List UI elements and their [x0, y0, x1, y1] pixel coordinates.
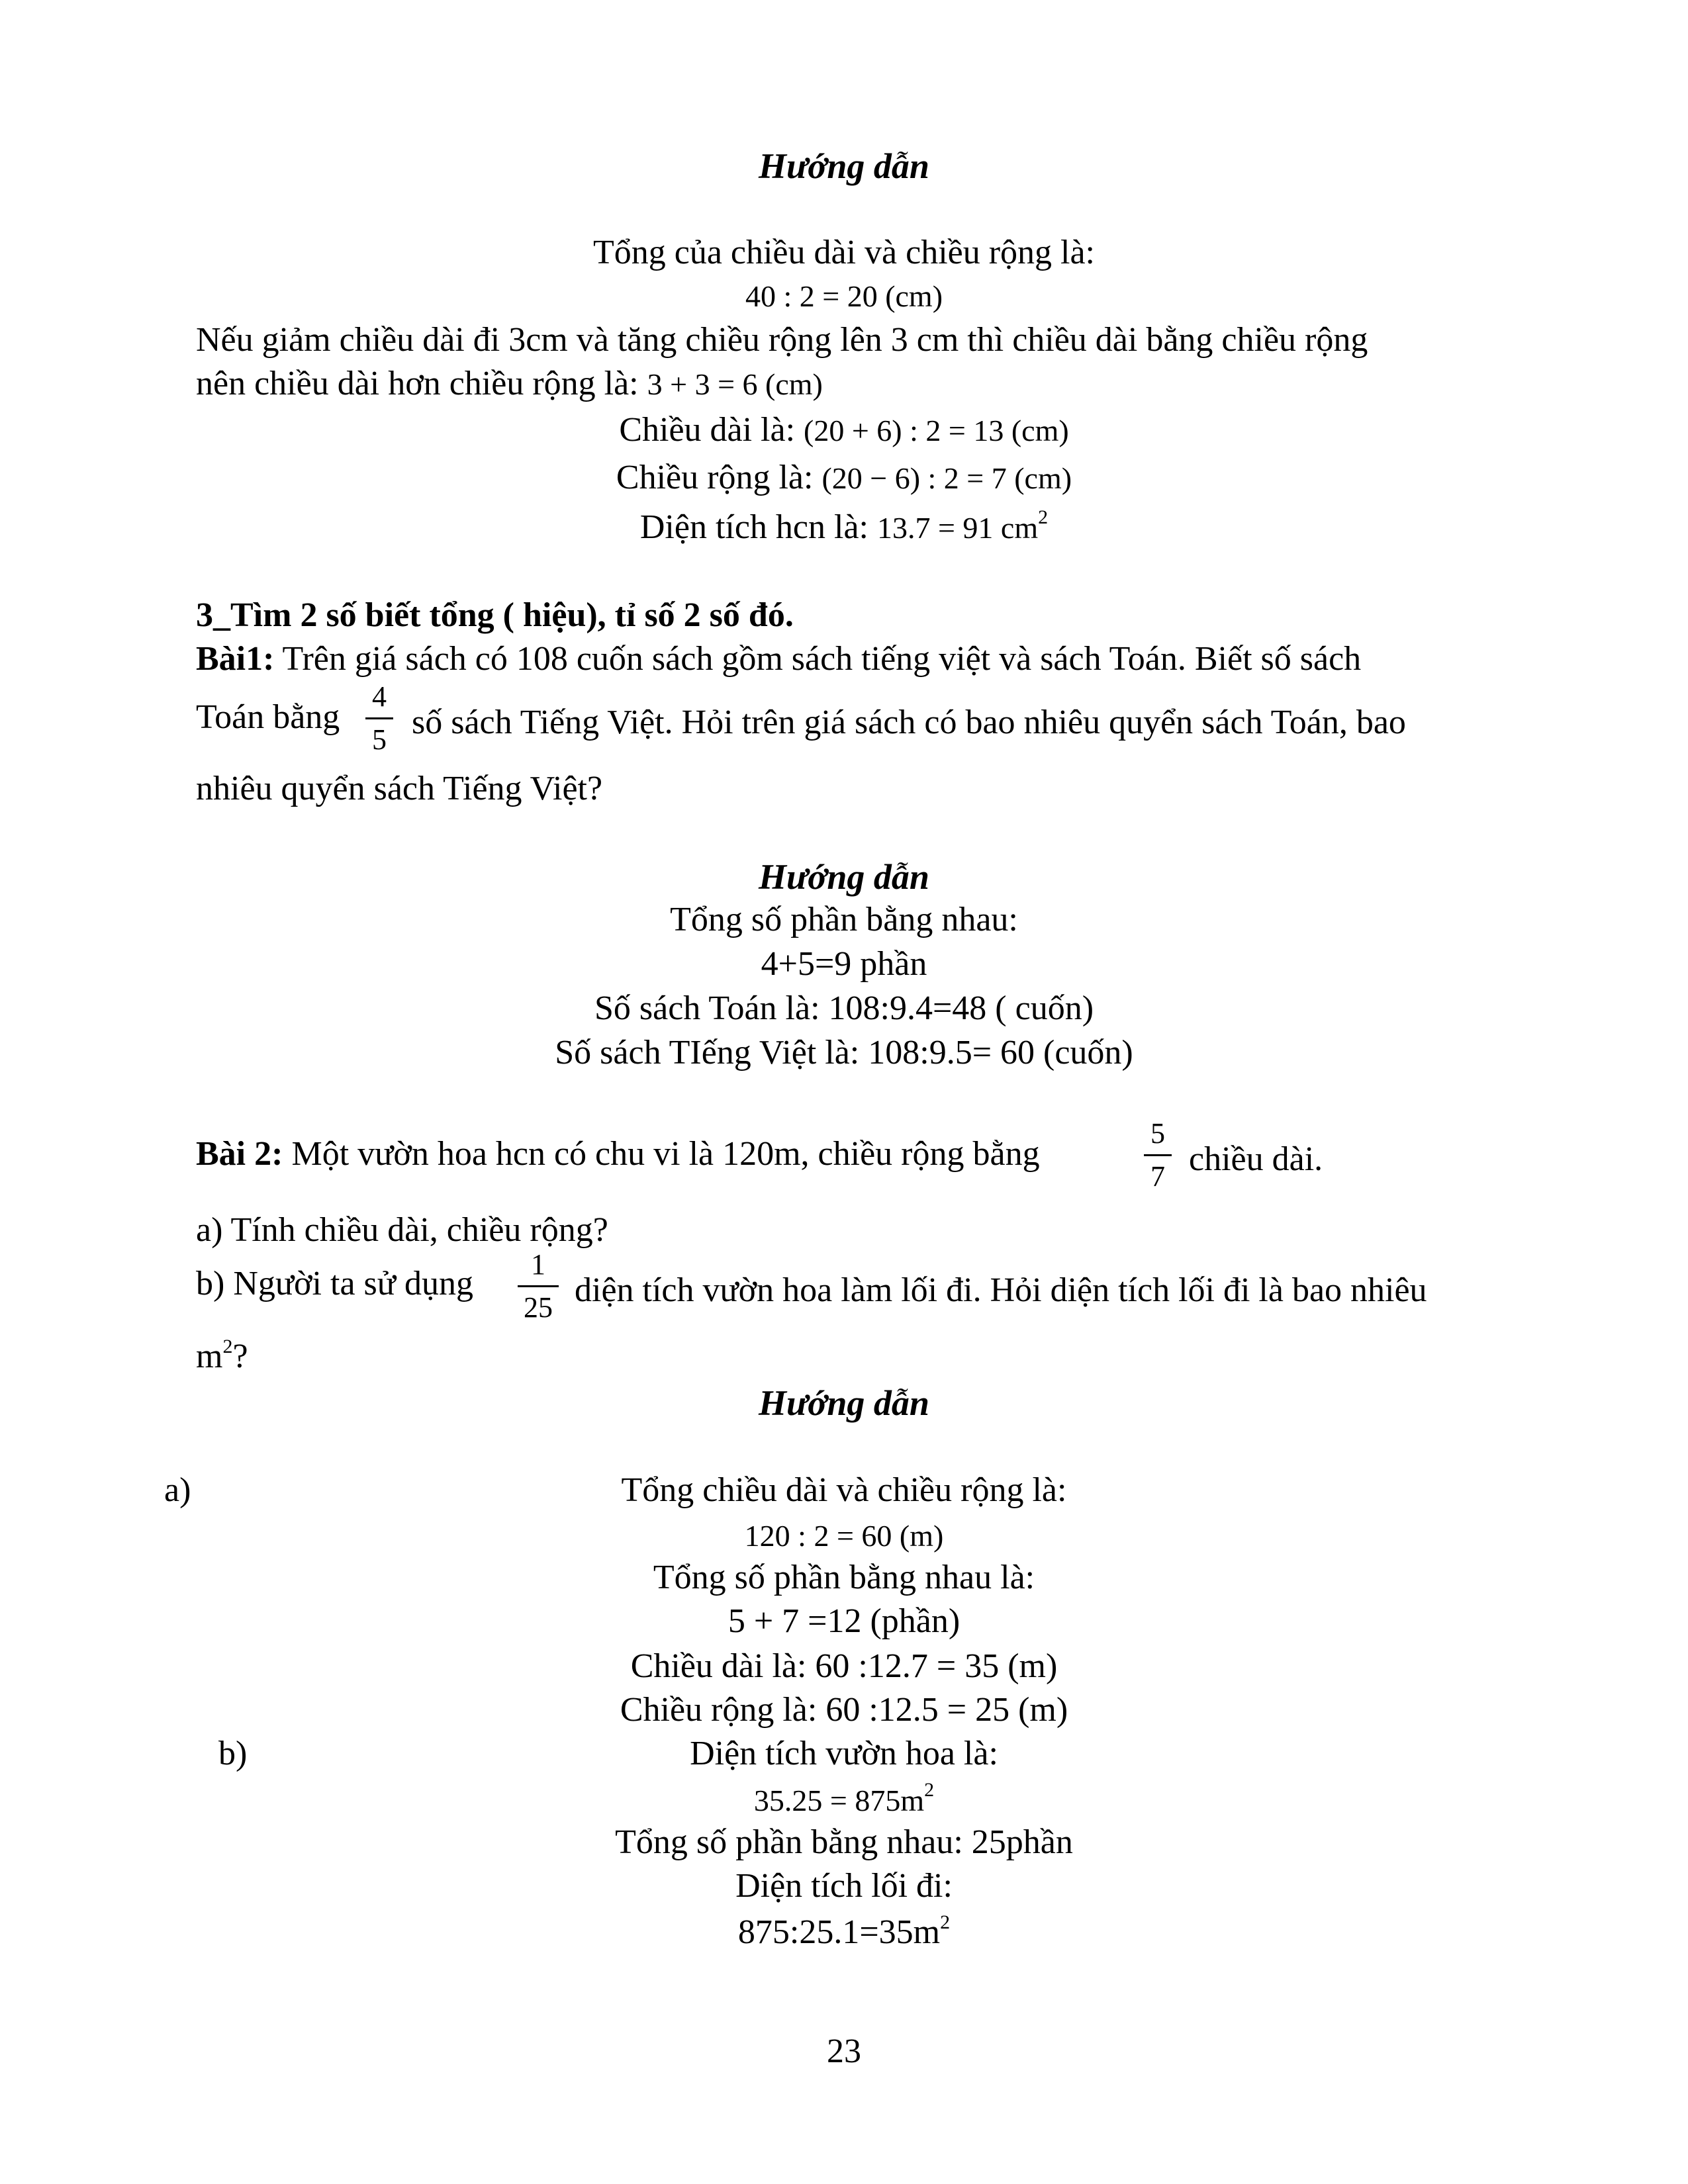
sol1-line6-text: Chiều rộng là: [616, 459, 822, 496]
bai1-fraction-num: 4 [372, 680, 387, 713]
bai1-line2a: Toán bằng [196, 698, 340, 736]
bai1-fraction-den: 5 [372, 723, 387, 756]
bai2-question-b: b) Người ta sử dụng [196, 1265, 473, 1302]
sol1-line7-sup: 2 [1038, 506, 1049, 528]
guide-heading: Hướng dẫn [759, 1383, 929, 1423]
bai2-fraction-num: 5 [1150, 1117, 1165, 1150]
bai2-question-a: a) Tính chiều dài, chiều rộng? [196, 1211, 608, 1249]
sol3-line6: Chiều rộng là: 60 :12.5 = 25 (m) [620, 1691, 1068, 1729]
sol3-formula: 120 : 2 = 60 (m) [744, 1519, 944, 1553]
bai2-fraction2-num: 1 [531, 1248, 545, 1281]
bai2-question-b-end [196, 1336, 248, 1378]
guide-heading: Hướng dẫn [759, 146, 929, 186]
sol2-line1: Tổng số phần bằng nhau: [670, 901, 1018, 938]
sol3-line9: Tổng số phần bằng nhau: 25phần [615, 1823, 1073, 1861]
sol1-line7-text: Diện tích hcn là: [639, 508, 877, 546]
sol1-line4 [196, 363, 823, 406]
sol2-line2: 4+5=9 phần [761, 945, 927, 983]
bai2-question-mark: ? [232, 1338, 248, 1375]
bai2-fraction2 [515, 1248, 561, 1324]
sol3-mark-b: b) [218, 1735, 248, 1772]
bai2-fraction-den: 7 [1150, 1160, 1165, 1193]
sol3-line10: Diện tích lối đi: [735, 1867, 953, 1905]
bai2-unit: m [196, 1338, 223, 1375]
sol1-line5-formula: (20 + 6) : 2 = 13 (cm) [804, 414, 1069, 447]
sol3-area-sup: 2 [924, 1779, 935, 1801]
sol1-line5-text: Chiều dài là: [619, 411, 804, 449]
sol3-line5: Chiều dài là: 60 :12.7 = 35 (m) [630, 1647, 1058, 1685]
sol3-result-sup: 2 [940, 1911, 951, 1933]
bai2-fraction2-den: 25 [524, 1291, 553, 1324]
sol3-result: 875:25.1=35m [737, 1913, 941, 1951]
sol1-line6 [0, 457, 1688, 500]
sol3-mark-a: a) [164, 1471, 191, 1509]
sol3-line8 [0, 1779, 1688, 1822]
bai2-line1 [196, 1133, 1040, 1175]
sol1-line4-formula: 3 + 3 = 6 (cm) [647, 367, 823, 401]
bai1-line3: nhiêu quyển sách Tiếng Việt? [196, 770, 603, 807]
bai2-unit-sup: 2 [222, 1336, 233, 1357]
sol3-line11 [0, 1911, 1688, 1954]
bai1-fraction [363, 680, 396, 756]
bai2-line1-end: chiều dài. [1189, 1140, 1323, 1178]
sol1-line4-text: nên chiều dài hơn chiều rộng là: [196, 365, 647, 402]
bai1-line2b: số sách Tiếng Việt. Hỏi trên giá sách có bao nhiêu quyển sách Toán, bao [412, 704, 1406, 741]
bai2-question-b-text: diện tích vườn hoa làm lối đi. Hỏi diện tích lối đi là bao nhiêu [575, 1271, 1427, 1309]
bai1-label: Bài1: [196, 640, 275, 678]
sol2-line3: Số sách Toán là: 108:9.4=48 ( cuốn) [594, 989, 1094, 1027]
guide-heading: Hướng dẫn [759, 857, 929, 897]
bai1-line1 [196, 638, 1361, 680]
sol3-line7: Diện tích vườn hoa là: [690, 1735, 998, 1772]
sol1-line7-formula: 13.7 = 91 cm [876, 511, 1039, 545]
sol1-line1: Tổng của chiều dài và chiều rộng là: [592, 234, 1096, 271]
bai1-line1-text: Trên giá sách có 108 cuốn sách gồm sách tiếng việt và sách Toán. Biết số sách [274, 640, 1362, 678]
sol3-line2 [0, 1514, 1688, 1557]
sol1-line7 [0, 506, 1688, 549]
section-title: 3_Tìm 2 số biết tổng ( hiệu), tỉ số 2 số đó. [196, 596, 794, 634]
sol3-area: 35.25 = 875m [753, 1784, 925, 1817]
bai2-line1-text: Một vườn hoa hcn có chu vi là 120m, chiều rộng bằng [283, 1135, 1040, 1173]
sol1-line6-formula: (20 − 6) : 2 = 7 (cm) [821, 461, 1072, 495]
sol1-line3: Nếu giảm chiều dài đi 3cm và tăng chiều rộng lên 3 cm thì chiều dài bằng chiều rộng [196, 321, 1368, 359]
bai2-label: Bài 2: [196, 1135, 283, 1173]
sol3-line4: 5 + 7 =12 (phần) [727, 1602, 961, 1640]
sol1-line2 [0, 275, 1688, 318]
sol3-line1: Tổng chiều dài và chiều rộng là: [621, 1471, 1067, 1509]
sol1-formula: 40 : 2 = 20 (cm) [745, 279, 943, 313]
sol1-line5 [0, 409, 1688, 452]
page-number: 23 [827, 2032, 861, 2070]
sol3-line3: Tổng số phần bằng nhau là: [653, 1559, 1035, 1596]
bai2-fraction [1141, 1117, 1174, 1193]
sol2-line4: Số sách TIếng Việt là: 108:9.5= 60 (cuốn) [555, 1034, 1133, 1071]
